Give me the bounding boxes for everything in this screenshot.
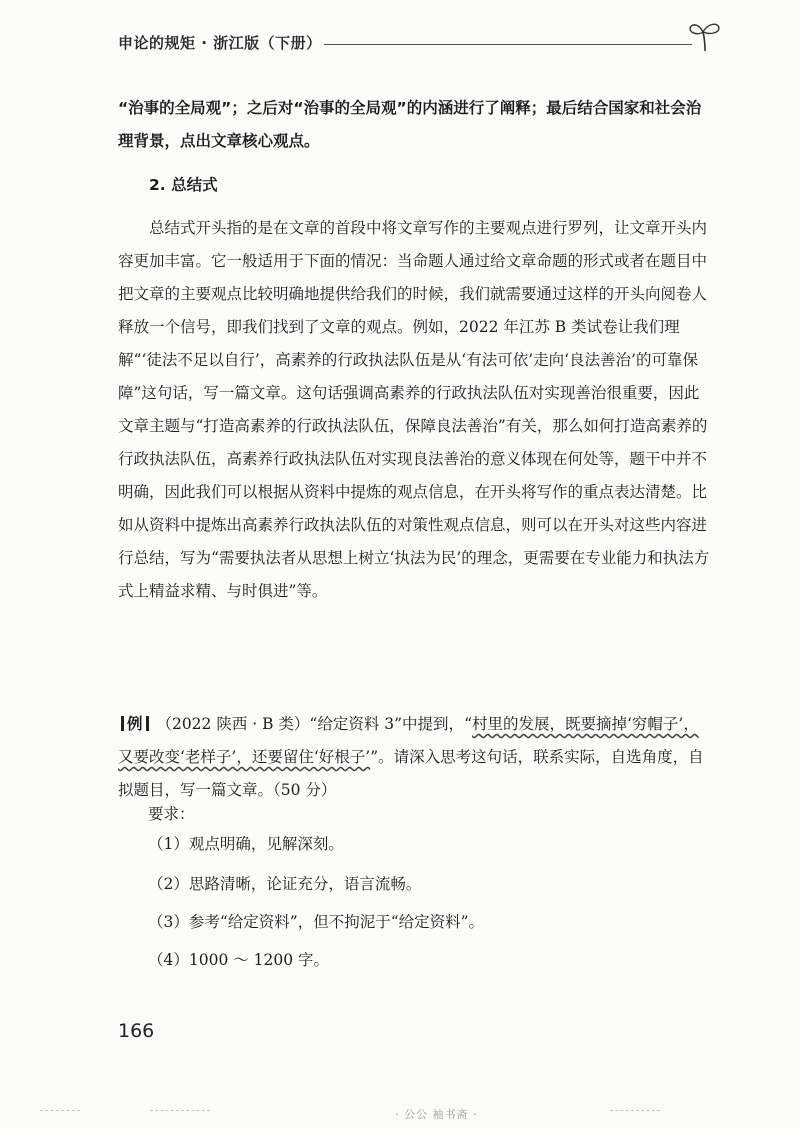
header-rule — [324, 44, 692, 45]
example-label: 例 — [127, 714, 143, 733]
bracket-left — [121, 716, 124, 731]
scan-artifact — [40, 1110, 80, 1111]
example-block — [118, 707, 712, 807]
requirements-title: 要求： — [148, 805, 195, 823]
sprout-icon — [688, 18, 722, 52]
bracket-right — [146, 716, 149, 731]
running-header — [118, 32, 718, 58]
example-prefix: （2022 陕西 · B 类）“给定资料 3”中提到，“ — [156, 715, 472, 733]
section-paragraph: 总结式开头指的是在文章的首段中将文章写作的主要观点进行罗列，让文章开头内容更加丰富。它一般适用于下面的情况：当命题人通过给文章命题的形式或者在题目中把文章的主要观点比较明确地提供给我们的时候，我们就需要通过这样的开头向阅卷人释放一个信号，即我们找到了文章的观点。例如，2022 年江苏 B 类试卷让我们理解“‘徒法不足以自行’，高素养的行政执法队伍是从‘有法可依’走向‘良法善治’的可靠保障”这句话，写一篇文章。这句话强调高素养的行政执法队伍对实现善治很重要，因此文章主题与“打造高素养的行政执法队伍，保障良法善治”有关，那么如何打造高素养的行政执法队伍，高素养行政执法队伍对实现良法善治的意义体现在何处等，题干中并不明确，因此我们可以根据从资料中提炼的观点信息，在开头将写作的重点表达清楚。比如从资料中提炼出高素养行政执法队伍的对策性观点信息，则可以在开头对这些内容进行总结，写为“需要执法者从思想上树立‘执法为民’的理念，更需要在专业能力和执法方式上精益求精、与时俱进”等。 — [118, 219, 710, 600]
book-title: 申论的规矩 · 浙江版（下册） — [118, 34, 322, 52]
scan-artifact — [150, 1110, 210, 1111]
intro-paragraph: “治事的全局观”；之后对“治事的全局观”的内涵进行了阐释；最后结合国家和社会治理背景，点出文章核心观点。 — [118, 99, 702, 150]
requirement-item: （3）参考“给定资料”，但不拘泥于“给定资料”。 — [148, 913, 485, 931]
example-suffix: ”。请深入思考这句话，联系实际，自选角度，自拟题目，写一篇文章。（50 分） — [118, 748, 704, 799]
requirement-item: （4）1000 ～ 1200 字。 — [148, 951, 330, 969]
page-number: 166 — [118, 1020, 155, 1042]
example-quote: 村里的发展，既要摘掉‘穷帽子’，又要改变‘老样子’，还要留住‘好根子’ — [118, 715, 699, 766]
scan-watermark: · 公公 袖书斋 · — [395, 1108, 478, 1121]
scan-artifact — [610, 1110, 660, 1111]
requirement-item: （1）观点明确，见解深刻。 — [148, 835, 344, 853]
requirement-item: （2）思路清晰，论证充分，语言流畅。 — [148, 875, 422, 893]
section-heading: 2. 总结式 — [149, 176, 218, 194]
